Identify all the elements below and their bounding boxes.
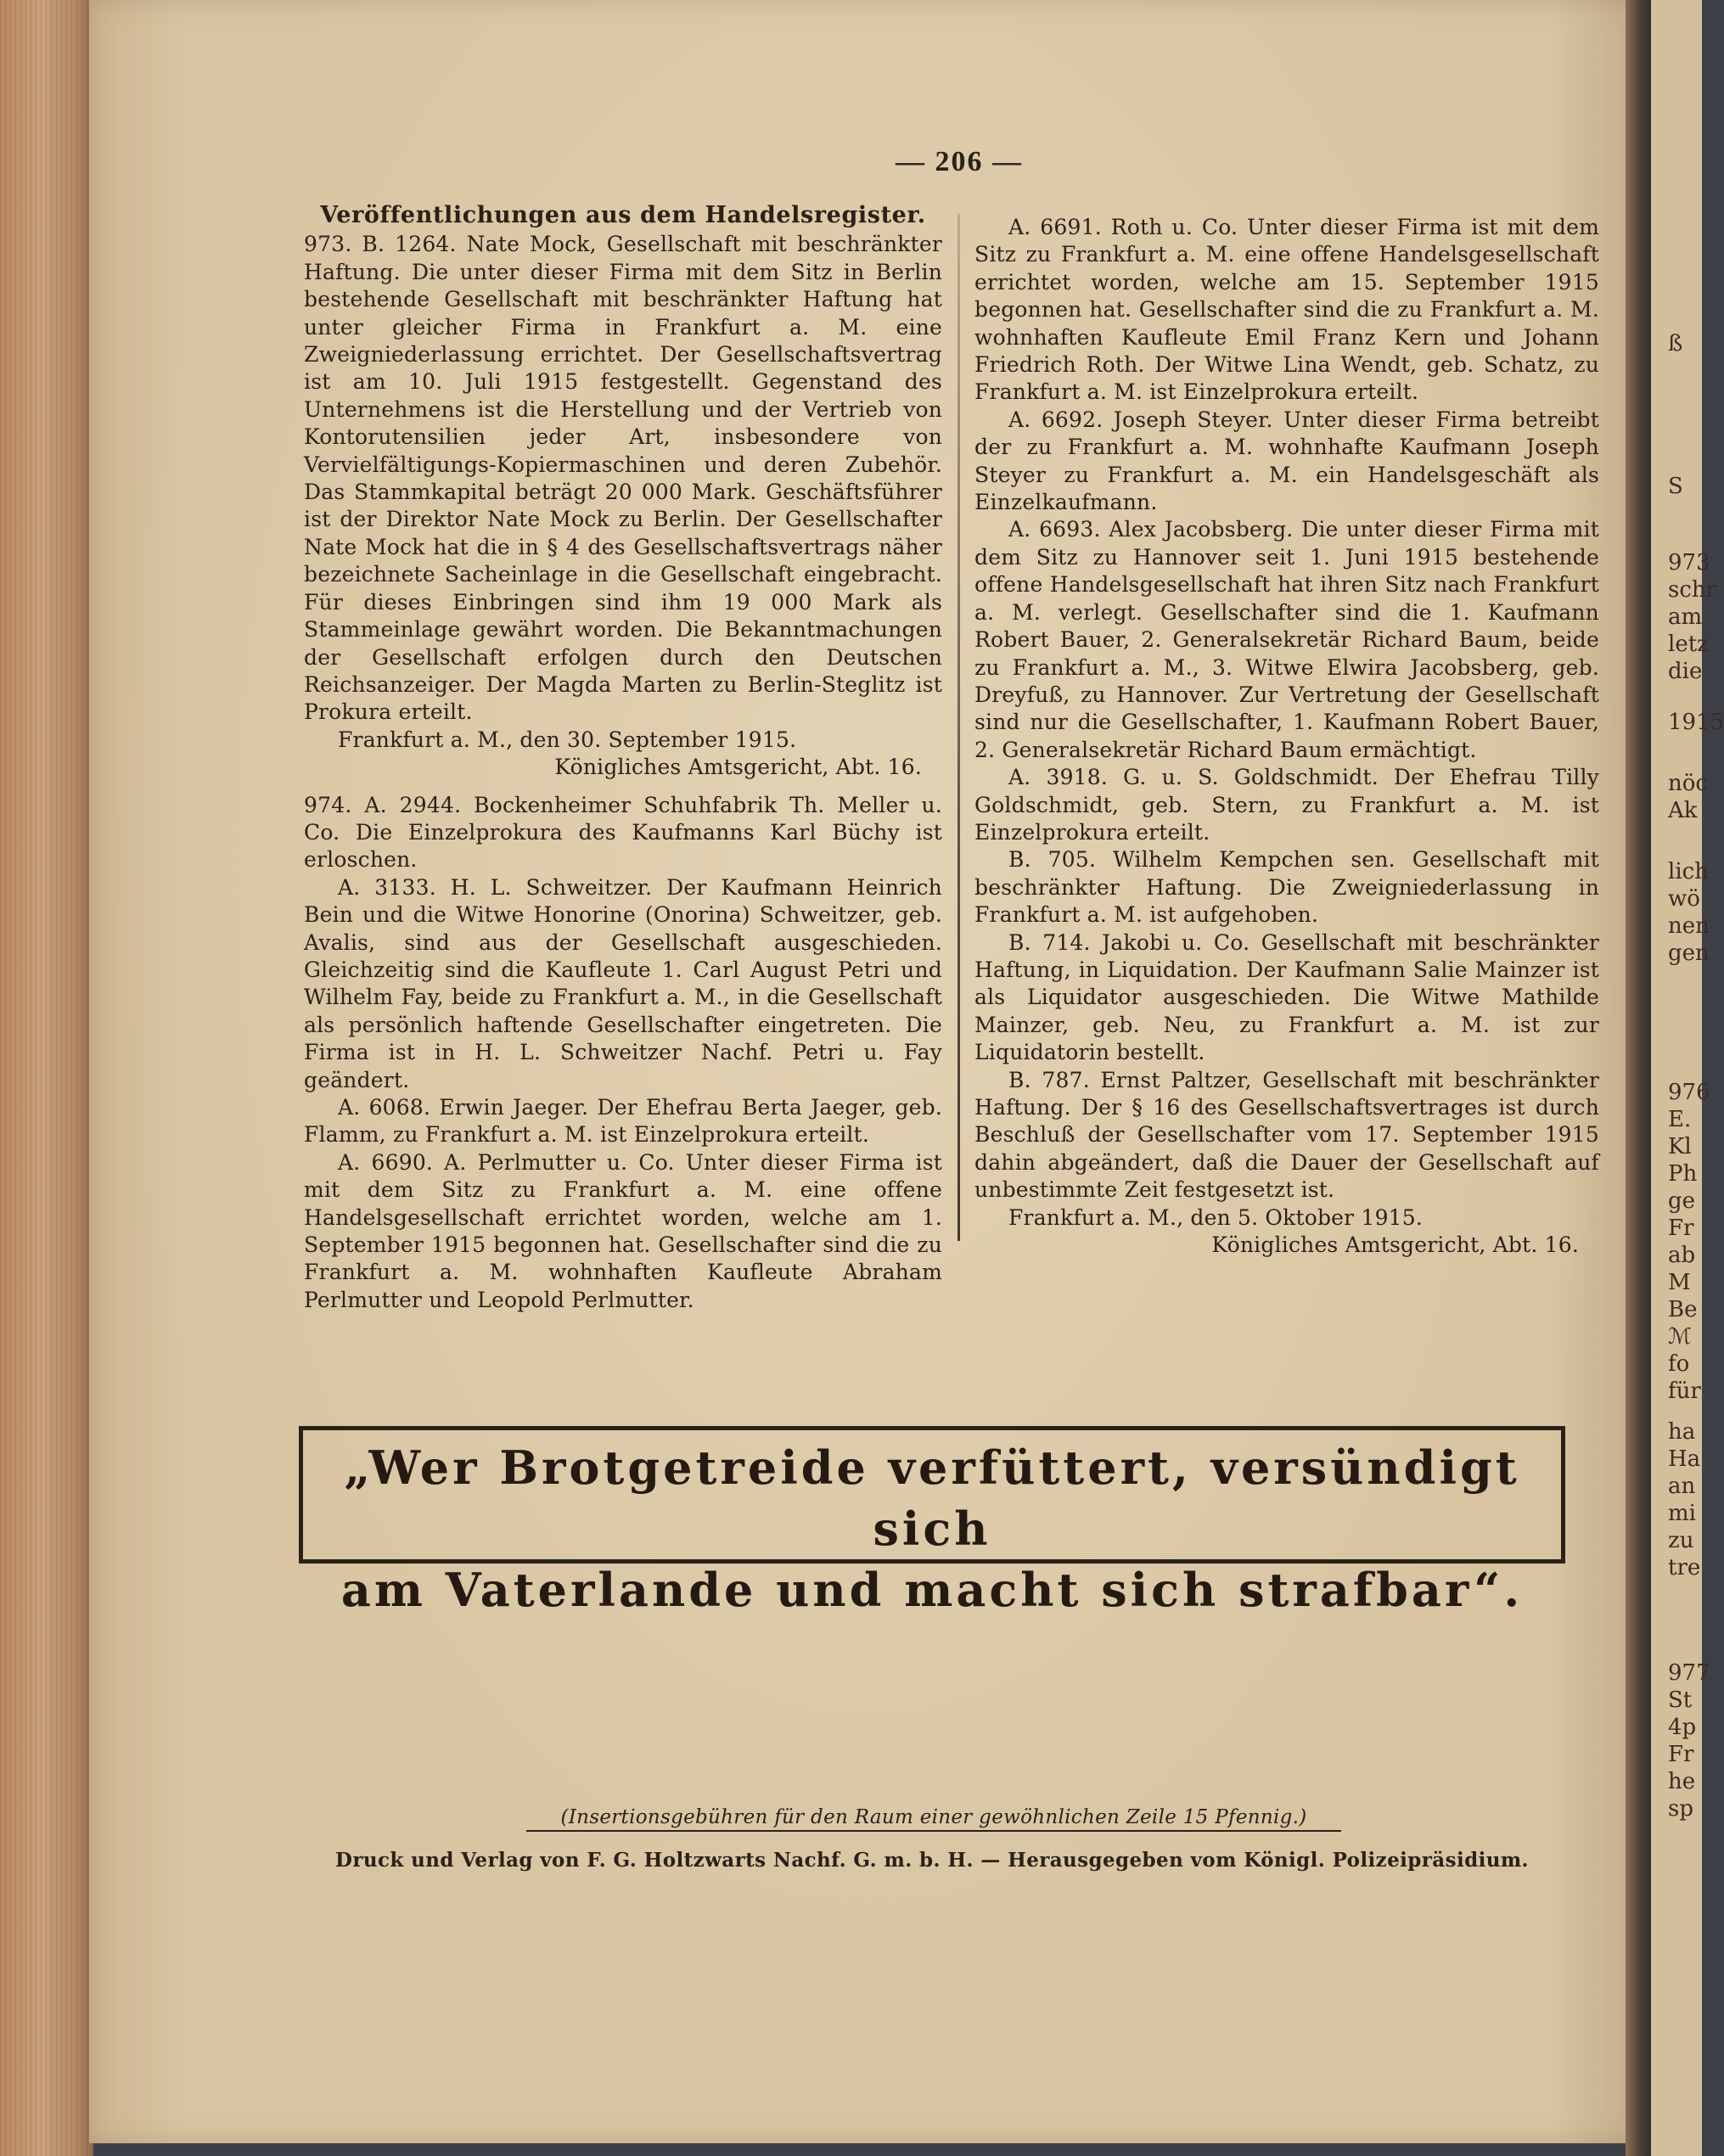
- adjacent-fragment: wö: [1668, 886, 1700, 912]
- book-gutter: [1626, 0, 1653, 2156]
- adjacent-fragment: 4p: [1668, 1715, 1697, 1740]
- page-number: — 206 —: [896, 146, 1023, 177]
- entry-place-date: Frankfurt a. M., den 5. Oktober 1915.: [1008, 1204, 1424, 1230]
- right-column: [974, 214, 1599, 1259]
- imprint-line: Druck und Verlag von F. G. Holtzwarts Nachf. G. m. b. H. — Herausgegeben vom Königl. Polizeipräsidium.: [335, 1849, 1529, 1872]
- register-entry: A. 6068. Erwin Jaeger. Der Ehefrau Berta Jaeger, geb. Flamm, zu Frankfurt a. M. ist Einzelprokura erteilt.: [304, 1095, 942, 1148]
- entry-signature: Königliches Amtsgericht, Abt. 16.: [1211, 1232, 1579, 1258]
- adjacent-page-strip: [1651, 0, 1724, 2156]
- adjacent-fragment: Fr: [1668, 1742, 1694, 1767]
- register-entry: 974. A. 2944. Bockenheimer Schuhfabrik Th. Meller u. Co. Die Einzelprokura des Kaufmanns Karl Büchy ist erloschen.: [304, 792, 942, 873]
- adjacent-fragment: gen: [1668, 940, 1710, 966]
- adjacent-fragment: M: [1668, 1270, 1691, 1295]
- adjacent-fragment: 1915: [1668, 710, 1724, 735]
- adjacent-fragment: ab: [1668, 1243, 1696, 1268]
- register-entry: 973. B. 1264. Nate Mock, Gesellschaft mit beschränkter Haftung. Die unter dieser Firma mit dem Sitz in Berlin bestehende Gesellschaft mit beschränkter Haftung hat unter gleicher Firma in Frankfurt a. M. eine Zweigniederlassung errichtet. Der Gesellschaftsvertrag ist am 10. Juli 1915 festgestellt. Gegenstand des Unternehmens ist die Herstellung und der Vertrieb von Kontorutensilien jeder Art, insbesondere von Vervielfältigungs-Kopiermaschinen und deren Zubehör. Das Stammkapital beträgt 20 000 Mark. Geschäftsführer ist der Direktor Nate Mock zu Berlin. Der Gesellschafter Nate Mock hat die in § 4 des Gesellschaftsvertrags näher bezeichnete Sacheinlage in die Gesellschaft eingebracht. Für dieses Einbringen sind ihm 19 000 Mark als Stammeinlage gewährt worden. Die Bekanntmachungen der Gesellschaft erfolgen durch den Deutschen Reichsanzeiger. Der Magda Marten zu Berlin-Steglitz ist Prokura erteilt.: [304, 232, 942, 725]
- adjacent-fragment: Ha: [1668, 1446, 1701, 1472]
- left-column: [304, 202, 942, 1314]
- register-entry: A. 3918. G. u. S. Goldschmidt. Der Ehefrau Tilly Goldschmidt, geb. Stern, zu Frankfurt a. M. ist Einzelprokura erteilt.: [974, 765, 1599, 845]
- register-entry: A. 6691. Roth u. Co. Unter dieser Firma ist mit dem Sitz zu Frankfurt a. M. eine offene Handelsgesellschaft errichtet worden, welche am 15. September 1915 begonnen hat. Gesellschafter sind die zu Frankfurt a. M. wohnhaften Kaufleute Emil Franz Kern und Johann Friedrich Roth. Der Witwe Lina Wendt, geb. Schatz, zu Frankfurt a. M. ist Einzelprokura erteilt.: [974, 215, 1599, 405]
- adjacent-fragment: letz: [1668, 632, 1709, 657]
- register-entry: A. 6692. Joseph Steyer. Unter dieser Firma betreibt der zu Frankfurt a. M. wohnhafte Kaufmann Joseph Steyer zu Frankfurt a. M. ein Handelsgeschäft als Einzelkaufmann.: [974, 407, 1599, 515]
- adjacent-fragment: E.: [1668, 1107, 1692, 1132]
- adjacent-fragment: ℳ: [1668, 1324, 1692, 1350]
- adjacent-fragment: Ak: [1668, 798, 1698, 823]
- column-divider: [957, 214, 960, 1241]
- adjacent-fragment: an: [1668, 1474, 1696, 1499]
- adjacent-fragment: 976: [1668, 1080, 1710, 1105]
- adjacent-fragment: zu: [1668, 1528, 1694, 1553]
- adjacent-fragment: Fr: [1668, 1216, 1694, 1241]
- adjacent-fragment: 973: [1668, 550, 1710, 575]
- adjacent-fragment: Kl: [1668, 1134, 1692, 1159]
- register-entry: B. 705. Wilhelm Kempchen sen. Gesellschaft mit beschränkter Haftung. Die Zweigniederlassung in Frankfurt a. M. ist aufgehoben.: [974, 847, 1599, 928]
- section-heading: Veröffentlichungen aus dem Handelsregister.: [320, 202, 926, 228]
- adjacent-fragment: schr: [1668, 577, 1717, 603]
- adjacent-fragment: fo: [1668, 1351, 1690, 1377]
- adjacent-fragment: die: [1668, 659, 1703, 684]
- adjacent-fragment: ß: [1668, 331, 1683, 357]
- motto-box: [299, 1426, 1565, 1617]
- adjacent-fragment: nöc: [1668, 771, 1708, 796]
- adjacent-fragment: St: [1668, 1687, 1693, 1713]
- insertion-fee-note: (Insertionsgebühren für den Raum einer gewöhnlichen Zeile 15 Pfennig.): [526, 1806, 1341, 1832]
- adjacent-fragment: nen: [1668, 913, 1710, 939]
- adjacent-fragment: am: [1668, 604, 1703, 630]
- adjacent-fragment: he: [1668, 1769, 1696, 1794]
- register-entry: B. 787. Ernst Paltzer, Gesellschaft mit beschränkter Haftung. Der § 16 des Gesellschaftsvertrages ist durch Beschluß der Gesellschafter vom 17. September 1915 dahin abgeändert, daß die Dauer der Gesellschaft auf unbestimmte Zeit festgesetzt ist.: [974, 1067, 1599, 1203]
- entry-place-date: Frankfurt a. M., den 30. September 1915.: [338, 727, 797, 752]
- register-entry: B. 714. Jakobi u. Co. Gesellschaft mit beschränkter Haftung, in Liquidation. Der Kaufmann Salie Mainzer ist als Liquidator ausgeschieden. Die Witwe Mathilde Mainzer, geb. Neu, zu Frankfurt a. M. ist zur Liquidatorin bestellt.: [974, 929, 1599, 1065]
- adjacent-fragment: ge: [1668, 1188, 1696, 1214]
- motto-line-2: am Vaterlande und macht sich strafbar“.: [340, 1563, 1524, 1617]
- entry-signature: Königliches Amtsgericht, Abt. 16.: [554, 755, 922, 780]
- adjacent-fragment: tre: [1668, 1555, 1701, 1581]
- adjacent-fragment: mi: [1668, 1501, 1696, 1526]
- adjacent-fragment: Ph: [1668, 1161, 1698, 1187]
- adjacent-fragment: für: [1668, 1378, 1701, 1404]
- adjacent-fragment: lich: [1668, 859, 1709, 884]
- adjacent-fragment: Be: [1668, 1297, 1698, 1322]
- register-entry: A. 3133. H. L. Schweitzer. Der Kaufmann Heinrich Bein und die Witwe Honorine (Onorina) Schweitzer, geb. Avalis, sind aus der Gesellschaft ausgeschieden. Gleichzeitig sind die Kaufleute 1. Carl August Petri und Wilhelm Fay, beide zu Frankfurt a. M., in die Gesellschaft als persönlich haftende Gesellschafter eingetreten. Die Firma ist in H. L. Schweitzer Nachf. Petri u. Fay geändert.: [304, 874, 942, 1092]
- page-edges: [0, 0, 93, 2156]
- motto-line-1: „Wer Brotgetreide verfüttert, versündigt sich: [344, 1440, 1520, 1556]
- adjacent-fragment: ha: [1668, 1419, 1696, 1445]
- adjacent-fragment: S: [1668, 474, 1683, 499]
- register-entry: A. 6693. Alex Jacobsberg. Die unter dieser Firma mit dem Sitz zu Hannover seit 1. Juni 1915 bestehende offene Handelsgesellschaft hat ihren Sitz nach Frankfurt a. M. verlegt. Gesellschafter sind die 1. Kaufmann Robert Bauer, 2. Generalsekretär Richard Baum, beide zu Frankfurt a. M., 3. Witwe Elwira Jacobsberg, geb. Dreyfuß, zu Hannover. Zur Vertretung der Gesellschaft sind nur die Gesellschafter, 1. Kaufmann Robert Bauer, 2. Generalsekretär Richard Baum ermächtigt.: [974, 517, 1599, 762]
- adjacent-fragment: sp: [1668, 1796, 1693, 1822]
- adjacent-fragment: 977: [1668, 1660, 1710, 1686]
- register-entry: A. 6690. A. Perlmutter u. Co. Unter dieser Firma ist mit dem Sitz zu Frankfurt a. M. eine offene Handelsgesellschaft errichtet worden, welche am 1. September 1915 begonnen hat. Gesellschafter sind die zu Frankfurt a. M. wohnhaften Kaufleute Abraham Perlmutter und Leopold Perlmutter.: [304, 1149, 942, 1312]
